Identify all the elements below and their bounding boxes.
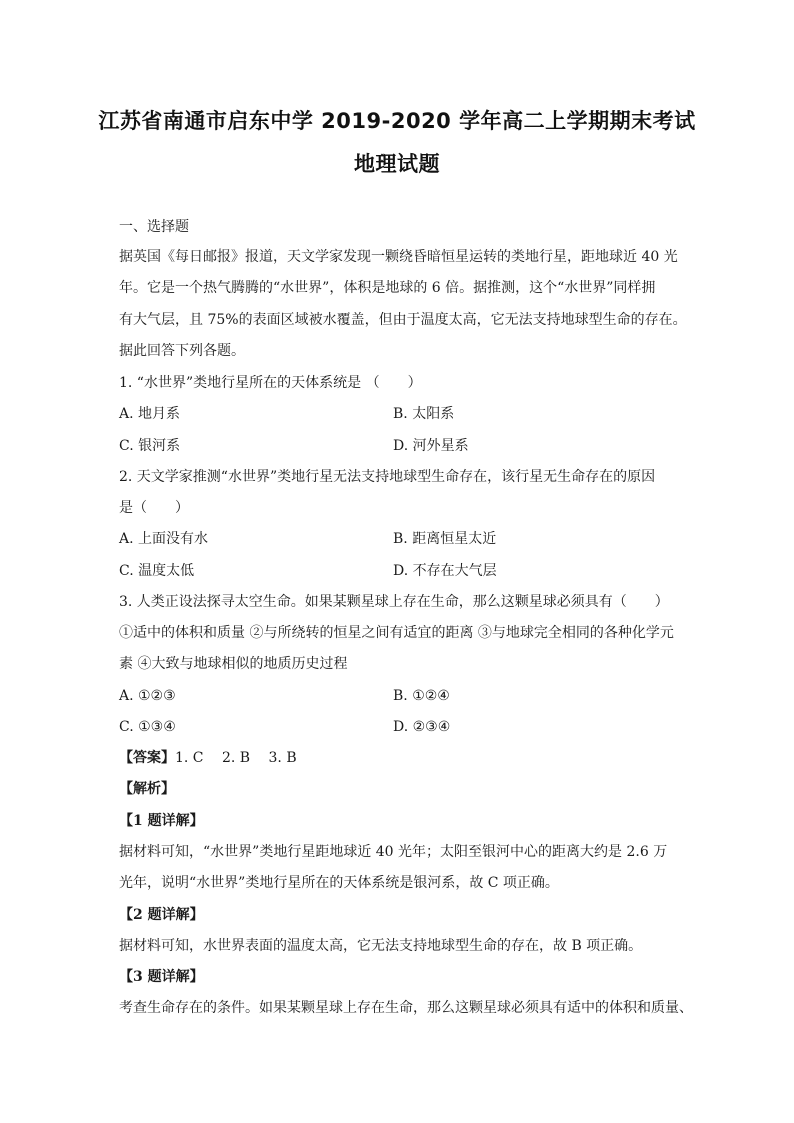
question-2-stem-cont: 是（ ）	[119, 500, 189, 516]
material-line: 有大气层，且 75%的表面区域被水覆盖，但由于温度太高，它无法支持地球型生命的存在。	[119, 312, 687, 328]
material-line: 年。它是一个热气腾腾的“水世界”，体积是地球的 6 倍。据推测，这个“水世界”同样拥	[119, 280, 656, 296]
detail-2-label: 【2 题详解】	[119, 907, 204, 923]
q3-option-a: A. ①②③	[119, 688, 176, 704]
detail-3-line: 考查生命存在的条件。如果某颗星球上存在生命，那么这颗星球必须具有适中的体积和质量、	[119, 1000, 693, 1016]
section-heading: 一、选择题	[119, 219, 189, 235]
detail-1-label: 【1 题详解】	[119, 813, 204, 829]
q2-option-a: A. 上面没有水	[119, 531, 209, 547]
q2-option-c: C. 温度太低	[119, 563, 195, 579]
material-line: 据英国《每日邮报》报道，天文学家发现一颗绕昏暗恒星运转的类地行星，距地球近 40 光	[119, 249, 678, 265]
q1-option-c: C. 银河系	[119, 438, 181, 454]
question-1-stem: 1. “水世界”类地行星所在的天体系统是 （ ）	[119, 375, 422, 391]
analysis-label: 【解析】	[119, 781, 175, 797]
question-2-stem: 2. 天文学家推测“水世界”类地行星无法支持地球型生命存在，该行星无生命存在的原因	[119, 469, 656, 485]
document-title: 江苏省南通市启东中学 2019-2020 学年高二上学期期末考试	[98, 109, 696, 133]
detail-2-line: 据材料可知，水世界表面的温度太高，它无法支持地球型生命的存在，故 B 项正确。	[119, 938, 643, 954]
q3-option-b: B. ①②④	[393, 688, 450, 704]
document-subtitle: 地理试题	[354, 152, 440, 176]
answer-line	[119, 748, 679, 768]
answer-label: 【答案】	[119, 750, 175, 766]
q3-option-c: C. ①③④	[119, 719, 176, 735]
q2-option-b: B. 距离恒星太近	[393, 531, 497, 547]
detail-1-line: 光年，说明“水世界”类地行星所在的天体系统是银河系，故 C 项正确。	[119, 875, 559, 891]
q3-option-d: D. ②③④	[393, 719, 451, 735]
material-line: 据此回答下列各题。	[119, 343, 245, 359]
question-3-stem: 3. 人类正设法探寻太空生命。如果某颗星球上存在生命，那么这颗星球必须具有（ ）	[119, 594, 669, 610]
q2-option-d: D. 不存在大气层	[393, 563, 497, 579]
detail-1-line: 据材料可知，“水世界”类地行星距地球近 40 光年；太阳至银河中心的距离大约是 2.6 万	[119, 844, 668, 860]
answer-text: 1. C 2. B 3. B	[175, 750, 297, 766]
question-3-stem-cont: ①适中的体积和质量 ②与所绕转的恒星之间有适宜的距离 ③与地球完全相同的各种化学元	[119, 625, 674, 641]
q1-option-d: D. 河外星系	[393, 438, 469, 454]
q1-option-b: B. 太阳系	[393, 406, 455, 422]
question-3-stem-cont: 素 ④大致与地球相似的地质历史过程	[119, 656, 348, 672]
q1-option-a: A. 地月系	[119, 406, 181, 422]
detail-3-label: 【3 题详解】	[119, 969, 204, 985]
